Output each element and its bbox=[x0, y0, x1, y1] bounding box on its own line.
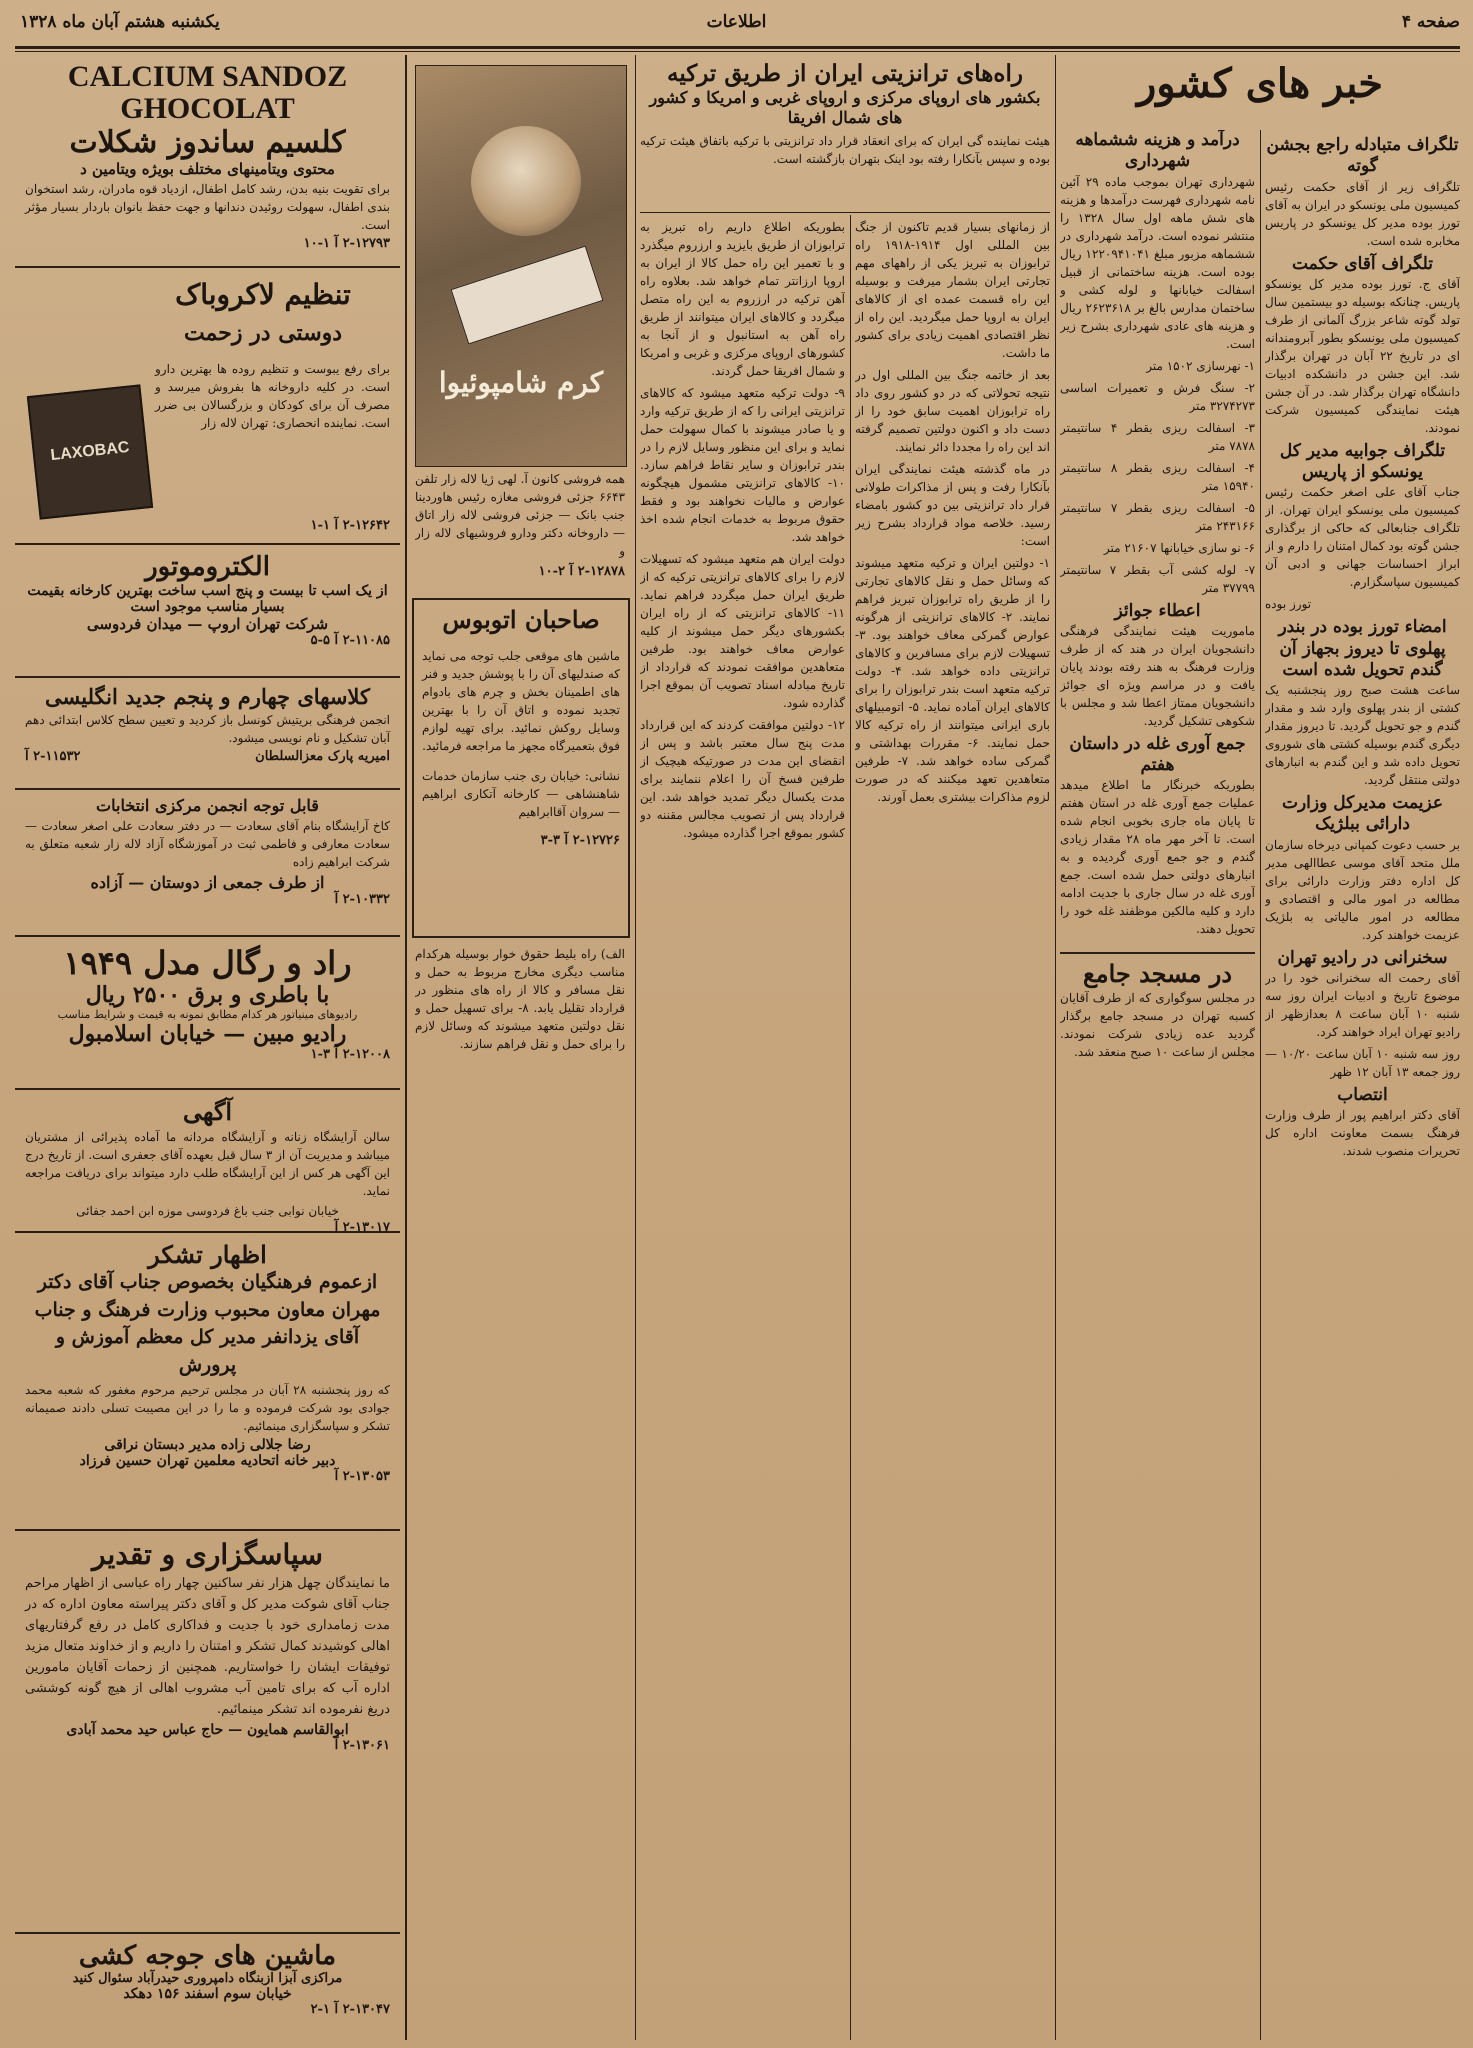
salon-notice-address: خیابان نوابی جنب باغ فردوسی موزه ابن احمد جفائی bbox=[76, 1204, 339, 1218]
shampoo-ad-text bbox=[415, 470, 625, 580]
section-rule bbox=[640, 212, 1050, 213]
ad-code: ۲-۱۱۰۸۵ آ ۵-۵ bbox=[310, 633, 390, 649]
radio-ad-note: رادیوهای مینیاتور هر کدام مطابق نمونه به قیمت و شرایط مناسب bbox=[57, 1008, 358, 1022]
electromotor-ad bbox=[15, 548, 400, 678]
ad-code: ۲-۱۳۰۴۷ آ ۱-۲ bbox=[310, 2002, 390, 2017]
radio-lecture-dates: روز سه شنبه ۱۰ آبان ساعت ۱۰/۲۰ — روز جمعه ۱۳ آبان ۱۲ ظهر bbox=[1265, 1046, 1460, 1079]
ad-code: ۲-۱۳۰۱۷ آ bbox=[334, 1220, 390, 1235]
transit-headline: راه‌های ترانزیتی ایران از طریق ترکیه bbox=[667, 60, 1023, 87]
news-section bbox=[1060, 60, 1460, 107]
news-heading: خبر های کشور bbox=[1136, 60, 1383, 107]
ad-code: ۲-۱۲۷۹۳ آ ۱-۱۰ bbox=[303, 236, 390, 251]
municipality-text: شهرداری تهران بموجب ماده ۲۹ آئین نامه شهرداری فهرست درآمدها و هزینه های شش ماهه اول سال ۱۳۲۸ را منتشر نموده است. درآمد شهرداری در ششماهه مزبور مبلغ ۱۲۲۰۹۴۱۰۴۱ ریال بوده است. هزینه ساختمانی از قبیل اسفالت خیابانها و لوله کشی و ساختمان مدارس بالغ بر ۲۶۲۳۶۱۸ ریال و هزینه های عادی شهرداری بشرح زیر است. bbox=[1060, 174, 1255, 351]
municipality-heading: درآمد و هزینه ششماهه شهرداری bbox=[1075, 130, 1240, 172]
page-number: صفحه ۴ bbox=[1401, 12, 1460, 32]
shampoo-product-label: کرم شامپوئیوا bbox=[438, 366, 604, 399]
calcium-brand-en-2: GHOCOLAT bbox=[120, 92, 295, 125]
transit-text: از زمانهای بسیار قدیم تاکنون از جنگ بین المللی اول ۱۹۱۴-۱۹۱۸ راه ترابوزان به تبریز یکی از راههای مهم تجارتی ایران بشمار میرفت و بوسیله این راه قسمت عمده ای از کالاهای ایران به اروپا حمل میگردید. این راه از نظر اقتصادی اهمیت زیادی برای کشور ما داشت. bbox=[855, 220, 1050, 360]
telegram-text: تلگراف زیر از آقای حکمت رئیس کمیسیون ملی یونسکو در ایران به آقای تورز بوده مدیر کل یونسکو در پاریس مخابره شده است. bbox=[1265, 179, 1460, 248]
laxobac-subtitle: دوستی در زحمت bbox=[183, 320, 343, 346]
paper-name: اطلاعات bbox=[706, 12, 767, 32]
election-notice-body: کاخ آرایشگاه بنام آقای سعادت — در دفتر سعادت علی اصغر سعادت — سعادت معارفی و فاطمی ثبت در آموزشگاه آزاد لاله زار شعبه متعلق به شرکت ابراهیم زاده bbox=[25, 819, 390, 869]
salon-notice-ad bbox=[15, 1093, 400, 1233]
bus-owners-text: ماشین های موقعی جلب توجه می نماید که صندلیهای آن را با پوشش جدید و فنر های اطمینان بخش و چرم های بادوام تجدید نموده و اتاق آن را با بهترین وسایل روکش نمائید. برای تهیه لوازم فوق بتعمیرگاه مجهز ما مراجعه فرمائید. bbox=[422, 648, 620, 753]
appreciation-sign: ابوالقاسم همایون — حاج عباس حید محمد آبادی bbox=[66, 1722, 349, 1739]
salon-notice-body: سالن آرایشگاه زنانه و آرایشگاه مردانه ما آماده پذیرائی از مشتریان میباشد و مدیریت آن از ۳ سال قبل بعهده آقای جعفری است. از تاریخ درج این آگهی هر کس از این آرایشگاه طلب دارد میتواند برای دریافت مراجعه نماید. bbox=[25, 1130, 390, 1198]
appreciation-title: سپاسگزاری و تقدیر bbox=[92, 1538, 323, 1571]
harbor-text: ساعت هشت صبح روز پنجشنبه یک کشتی از بندر پهلوی وارد شد و مقدار گندم و جو تحویل گردید. تا دیروز مقدار دیگری گندم بوسیله کشتی های شوروی تحویل داده شد و این گندم به انبارهای دولتی منتقل گردید. bbox=[1265, 683, 1460, 787]
ad-code: ۲-۱۲۸۷۸ آ ۲-۱۰ bbox=[538, 564, 625, 579]
signature: تورز بوده bbox=[1265, 597, 1312, 612]
mosque-heading: در مسجد جامع bbox=[1060, 952, 1255, 989]
transit-text: در ماه گذشته هیئت نمایندگی ایران بآنکارا رفت و پس از مذاکرات طولانی قرار داد ترانزیتی بین دو کشور بامضاء رسید. خلاصه مواد قرارداد بشرح زیر است: bbox=[855, 462, 1050, 548]
transit-column-a bbox=[855, 218, 1050, 2040]
transit-column-b bbox=[640, 218, 845, 2040]
transit-subheadline: بکشور های اروپای مرکزی و اروپای غربی و امریکا و کشور های شمال افریقا bbox=[649, 87, 1041, 127]
harbor-heading: امضاء تورز بوده در بندر پهلوی تا دیروز بجهاز آن گندم تحویل شده است bbox=[1278, 617, 1447, 680]
ad-code: ۲-۱۲۰۰۸ آ ۳-۱ bbox=[310, 1047, 390, 1063]
cream-tube bbox=[451, 245, 604, 344]
thanks-sign-1: رضا جلالی زاده مدیر دبستان نراقی bbox=[104, 1437, 311, 1454]
masthead-rule-thin bbox=[15, 51, 1460, 52]
transit-column-c bbox=[415, 945, 625, 2040]
english-classes-address: امیریه پارک معزالسلطان bbox=[255, 749, 390, 764]
laxobac-ad bbox=[15, 270, 400, 545]
shampoo-ad-image bbox=[415, 65, 627, 467]
english-classes-body: انجمن فرهنگی بریتیش کونسل باز کردید و تعیین سطح کلاس ابتدائی دهم آبان تشکیل و نام نویسی میشود. bbox=[25, 713, 390, 745]
municipality-item: ۱- نهرسازی ۱۵۰۲ متر bbox=[1146, 358, 1255, 373]
incubator-ad bbox=[15, 1937, 400, 2042]
electromotor-company: شرکت تهران اروپ — میدان فردوسی bbox=[86, 615, 329, 634]
transit-text: الف) راه بلیط حقوق خوار بوسیله هرکدام مناسب دیگری مخارج مربوط به حمل و نقل مسافر و کالا از راه های منظور در قرارداد تقلیل یابد. ۸- برای تسهیل حمل و نقل دولتین متعهد میشوند که وسائل لازم را برای حمل و نقل فراهم سازند. bbox=[415, 947, 625, 1051]
bus-owners-heading: صاحبان اتوبوس bbox=[442, 605, 600, 634]
thanks-body: که روز پنجشنبه ۲۸ آبان در مجلس ترحیم مرحوم مغفور که شعبه محمد جوادی بود شرکت فرموده و ما را در این مصیبت تسلی دادند صمیمانه تشکر و سپاسگزاری مینمائیم. bbox=[25, 1383, 391, 1434]
ad-code: ۲-۱۰۳۳۲ آ bbox=[334, 892, 390, 907]
transit-text: بعد از خاتمه جنگ بین المللی اول در نتیجه تحولاتی که در دو کشور روی داد راه ترابوزان اهمیت سابق خود را از دست داد و اکنون دولتین تصمیم گرفته اند این راه را مجددا دائر نمایند. bbox=[855, 368, 1050, 454]
thanks-sign-2: دبیر خانه اتحادیه معلمین تهران حسین فرزاد bbox=[79, 1453, 336, 1470]
electromotor-body: از یک اسب تا بیست و پنج اسب ساخت بهترین کارخانه بقیمت بسیار مناسب موجود است bbox=[27, 583, 388, 616]
salon-notice-title: آگهی bbox=[182, 1097, 233, 1126]
harvest-text: بطوریکه خبرنگار ما اطلاع میدهد عملیات جمع آوری غله در استان هفتم تا پایان ماه جاری بخوبی انجام شده است. تا آخر مهر ماه ۲۸ مقدار زیادی گندم و جو جمع آوری گردیده و به انبارهای دولتی حمل شده است. جمع آوری غله در سال جاری با جدیت ادامه دارد و کلیه مالکین موظفند غله خود را تحویل دهند. bbox=[1060, 778, 1255, 937]
transit-article-header bbox=[640, 60, 1050, 168]
ministry-heading: عزیمت مدیرکل وزارت دارائی ببلژیک bbox=[1281, 793, 1444, 835]
appointment-heading: انتصاب bbox=[1337, 1084, 1388, 1105]
radio-lecture-text: آقای رحمت اله سخنرانی خود را در موضوع تاریخ و ادبیات ایران روز سه شنبه ۱۰ آبان ساعت ۸ بعدازظهر از رادیو تهران ایراد خواهند کرد. bbox=[1265, 970, 1460, 1039]
municipality-item: ۷- لوله کشی آب بقطر ۷ سانتیمتر ۳۷۷۹۹ متر bbox=[1060, 562, 1255, 595]
municipality-item: ۵- اسفالت ریزی بقطر ۷ سانتیمتر ۲۴۳۱۶۶ متر bbox=[1060, 500, 1255, 533]
ad-code: ۲-۱۱۵۳۲ آ bbox=[25, 749, 81, 764]
incubator-address: خیابان سوم اسفند ۱۵۶ دهکد bbox=[123, 1986, 292, 2002]
thanks-head: ازعموم فرهنگیان بخصوص جناب آقای دکتر مهران معاون محبوب وزارت فرهنگ و جناب آقای یزدانفر مدیر کل معظم آموزش و پرورش bbox=[34, 1271, 381, 1376]
laxobac-box: LAXOBAC bbox=[27, 384, 153, 519]
election-notice-title: قابل توجه انجمن مرکزی انتخابات bbox=[96, 796, 319, 815]
calcium-brand-en: CALCIUM SANDOZ bbox=[67, 60, 348, 93]
appreciation-ad bbox=[15, 1534, 400, 1934]
ad-code: ۲-۱۳۰۵۳ آ bbox=[334, 1469, 390, 1485]
municipality-item: ۳- اسفالت ریزی بقطر ۴ سانتیمتر ۷۸۷۸ متر bbox=[1060, 420, 1255, 453]
radio-ad-title: راد و رگال مدل ۱۹۴۹ bbox=[63, 944, 352, 982]
telegram-heading: تلگراف جوابیه مدیر کل یونسکو از پاریس bbox=[1279, 440, 1446, 482]
municipality-item: ۲- سنگ فرش و تعمیرات اساسی ۳۲۷۴۲۷۳ متر bbox=[1060, 380, 1255, 413]
municipality-item: ۶- نو سازی خیابانها ۲۱۶۰۷ متر bbox=[1103, 540, 1255, 555]
column-rule bbox=[850, 215, 851, 2040]
incubator-body: مراکزی آبزا ازبنگاه دامپروری حیدرآباد سئوال کنید bbox=[72, 1971, 343, 1986]
ad-code: ۲-۱۲۶۴۲ آ ۱-۱ bbox=[310, 518, 390, 533]
appreciation-body: ما نمایندگان چهل هزار نفر ساکنین چهار راه عباسی از اظهار مراحم جناب آقای شوکت مدیر کل و آقای دکتر پیراسته معاون اداره که در مدت زمامداری خود با جدیت و فداکاری کامل در رفع گرفتاریهای اهالی کوشیدند کمال تشکر و امتنان را داریم و از خداوند متعال مزید توفیقات ایشان را خواستاریم. همچنین از زحمات آقایان مامورین اداره آب که برای تامین آب مشروب اهالی از هیچ گونه کوششی دریغ نفرموده اند تشکر مینمائیم. bbox=[25, 1576, 390, 1718]
telegram-text: آقای ج. تورز بوده مدیر کل یونسکو پاریس. چنانکه بوسیله دو بیستمین سال تولد گوته شاعر بزرگ آلمانی از طرف کمیسیون ملی یونسکو بطور آبرومندانه ای در تاریخ ۲۲ آبان در تهران برگذار شد. این جشن در دانشکده ادبیات دانشگاه تهران برگذار شد. در آن جشن هیئت نمایندگی کمیسیون شرکت نمودند. bbox=[1265, 276, 1460, 435]
issue-date: یکشنبه هشتم آبان ماه ۱۳۲۸ bbox=[20, 12, 220, 32]
column-rule bbox=[635, 55, 636, 2040]
transit-text: ۹- دولت ترکیه متعهد میشود که کالاهای ترانزیتی ایرانی را که از طریق ترکیه وارد و یا صادر میشوند با کمال سهولت حمل نماید و برای این منظور وسایل لازم را در بندر ترابوزان و سایر نقاط فراهم سازد. ۱۰- کالاهای ترانزیتی مشمول هیچگونه عوارض و مالیات نخواهند بود و فقط حقوق مربوط به خدمات انجام شده اخذ خواهد شد. bbox=[640, 386, 845, 544]
laxobac-title: تنظیم لاکروباک bbox=[175, 278, 351, 311]
thanks-title: اظهار تشکر bbox=[148, 1240, 267, 1269]
municipality-column bbox=[1060, 130, 1255, 2040]
english-classes-ad bbox=[15, 680, 400, 790]
masthead-rule bbox=[15, 46, 1460, 49]
transit-text: ۱۲- دولتین موافقت کردند که این قرارداد مدت پنج سال معتبر باشد و پس از انقضای این مدت در صورتیکه هیچیک از طرفین فسخ آن را اعلام ننمایند برای مدت یکسال دیگر تمدید خواهد شد. این قرارداد پس از تصویب مجالس مقننه دو کشور بموقع اجرا گذارده میشود. bbox=[640, 718, 845, 840]
election-notice-ad bbox=[15, 792, 400, 937]
transit-intro: هیئت نماینده گی ایران که برای انعقاد قرار داد ترانزیتی با ترکیه باتفاق هیئت ترکیه بوده و سپس بآنکارا رفته بود اینک بتهران بازگشته است. bbox=[640, 133, 1050, 166]
election-notice-sign: از طرف جمعی از دوستان — آزاده bbox=[90, 873, 325, 892]
news-column-right bbox=[1265, 135, 1460, 2040]
incubator-title: ماشین های جوجه کشی bbox=[78, 1941, 337, 1971]
radio-lecture-heading: سخنرانی در رادیو تهران bbox=[1277, 947, 1448, 968]
harvest-heading: جمع آوری غله در داستان هفتم bbox=[1069, 733, 1246, 775]
awards-text: ماموریت هیئت نمایندگی فرهنگی دانشجویان ایران در هند که از طرف وزارت فرهنگ به هند رفته بودند پایان یافت و در مراسم ویژه ای جوائز دانشجویان ممتاز اعطا شد و مجلس با شکوهی تشکیل گردید. bbox=[1060, 623, 1255, 728]
appointment-text: آقای دکتر ابراهیم پور از طرف وزارت فرهنگ بسمت معاونت اداره کل تحریرات منصوب شدند. bbox=[1265, 1108, 1460, 1158]
radio-ad bbox=[15, 940, 400, 1090]
ad-code: ۲-۱۲۷۲۶ آ ۳-۳ bbox=[540, 832, 620, 848]
woman-portrait bbox=[471, 126, 581, 236]
radio-ad-price: با باطری و برق ۲۵۰۰ ریال bbox=[85, 982, 330, 1009]
shampoo-ad-body: همه فروشی کانون آ. لهی ژیا لاله زار تلفن ۶۶۴۳ جزئی فروشی مغازه رئیس هاوردینا جنب بانک — جزئی فروشی لاله زار اتاق — داروخانه دکتر ودارو فروشیهای لاله زار و bbox=[415, 472, 625, 558]
ministry-text: بر حسب دعوت کمپانی دیرخاه سازمان ملل متحد آقای موسی عطاالهی مدیر کل اداره دفتر وزارت دارائی برای مطالعه در امور مالی و اقتصادی و مطالعه در امور مالیاتی به بلژیک عزیمت خواهند کرد. bbox=[1265, 837, 1460, 942]
electromotor-title: الکتروموتور bbox=[145, 552, 270, 582]
radio-ad-address: رادیو مبین — خیابان اسلامبول bbox=[68, 1021, 347, 1048]
telegram-text: جناب آقای علی اصغر حکمت رئیس کمیسیون ملی یونسکو ایران تهران. از تلگراف جنابعالی که حاکی از برگذاری جشن گوته بود کمال امتنان را دارم و از ابراز احساسات جهانی و ادبی آن کمیسیون سپاسگزارم. bbox=[1265, 485, 1460, 590]
bus-owners-ad bbox=[412, 598, 630, 938]
bus-owners-address: نشانی: خیابان ری جنب سازمان خدمات شاهنشاهی — کارخانه آتکاری ابراهیم — سروان آقاابراهیم bbox=[422, 768, 620, 819]
mosque-text: در مجلس سوگواری که از طرف آقایان کسبه تهران در مسجد جامع برگذار گردید عده زیادی شرکت نمودند. مجلس از ساعت ۱۰ صبح منعقد شد. bbox=[1060, 991, 1255, 1060]
column-rule bbox=[1055, 55, 1056, 2040]
laxobac-body: برای رفع یبوست و تنظیم روده ها بهترین دارو است. در کلیه داروخانه ها بفروش میرسد و مصرف آن برای کودکان و بزرگسالان بی ضرر است. نماینده انحصاری: تهران لاله زار bbox=[155, 362, 390, 430]
calcium-body: برای تقویت بنیه بدن، رشد کامل اطفال، ازدیاد قوه مادران، رشد استخوان بندی اطفال، سهولت روئیدن دندانها و جهت حفظ بانوان باردار بسیار مؤثر است. bbox=[25, 182, 390, 232]
telegram-heading: تلگراف آقای حکمت bbox=[1291, 253, 1434, 274]
transit-text: دولت ایران هم متعهد میشود که تسهیلات لازم را برای کالاهای ترانزیتی ترکیه که از طریق ایران حمل میگردد فراهم نماید. ۱۱- کالاهای ترانزیتی که از راه ایران بکشورهای دیگر حمل میشوند از کلیه عوارض معاف خواهند بود. طرفین متعاهدین موافقت نمودند که قرارداد از تاریخ مبادله اسناد تصویب آن بموقع اجرا گذارده شود. bbox=[640, 552, 845, 710]
awards-heading: اعطاء جوائز bbox=[1114, 600, 1201, 621]
column-rule bbox=[1260, 130, 1261, 2040]
ad-code: ۲-۱۳۰۶۱ آ bbox=[334, 1738, 390, 1754]
calcium-brand-fa: کلسیم ساندوز شکلات bbox=[69, 125, 346, 160]
column-rule bbox=[405, 55, 407, 2040]
transit-text: بطوریکه اطلاع داریم راه تبریز به ترابوزان از طریق بایزید و ارزروم میگذرد و با تعمیر این راه حمل کالا از ایران به اروپا ارزانتر تمام خواهد شد. بعلاوه راه آهن ترکیه در ارزروم به این راه متصل میگردد و کالاهای ایران میتوانند از طریق راه آهن به استانبول و از آنجا به کشورهای اروپای مرکزی و غربی و امریکا و شمال افریقا حمل گردند. bbox=[640, 220, 845, 378]
telegram-heading: تلگراف متبادله راجع بجشن گوته bbox=[1266, 135, 1459, 177]
english-classes-title: کلاسهای چهارم و پنجم جدید انگلیسی bbox=[45, 684, 370, 709]
municipality-item: ۴- اسفالت ریزی بقطر ۸ سانتیمتر ۱۵۹۴۰ متر bbox=[1060, 460, 1255, 493]
calcium-sandoz-ad bbox=[15, 58, 400, 268]
transit-text: ۱- دولتین ایران و ترکیه متعهد میشوند که وسائل حمل و نقل کالاهای تجارتی را از طریق راه ترابوزان تبریز فراهم نمایند. ۲- کالاهای ترانزیتی از هرگونه عوارض گمرکی معاف خواهند بود. ۳- تسهیلات لازم برای مسافرین و کالاهای ترانزیتی داده خواهد شد. ۴- دولت ترکیه متعهد است بندر ترابوزان را برای کالاهای ایران آماده نماید. ۵- اتومبیلهای باری ایرانی میتوانند از راه ترکیه کالا حمل نمایند. ۶- مقررات بهداشتی و گمرکی ساده خواهد شد. ۷- طرفین متعاهدین تعهد میکنند که در صورت لزوم مذاکرات بیشتری بعمل آورند. bbox=[855, 556, 1050, 804]
thanks-ad bbox=[15, 1236, 400, 1531]
calcium-subtitle: محتوی ویتامینهای مختلف بویژه ویتامین د bbox=[80, 160, 335, 178]
